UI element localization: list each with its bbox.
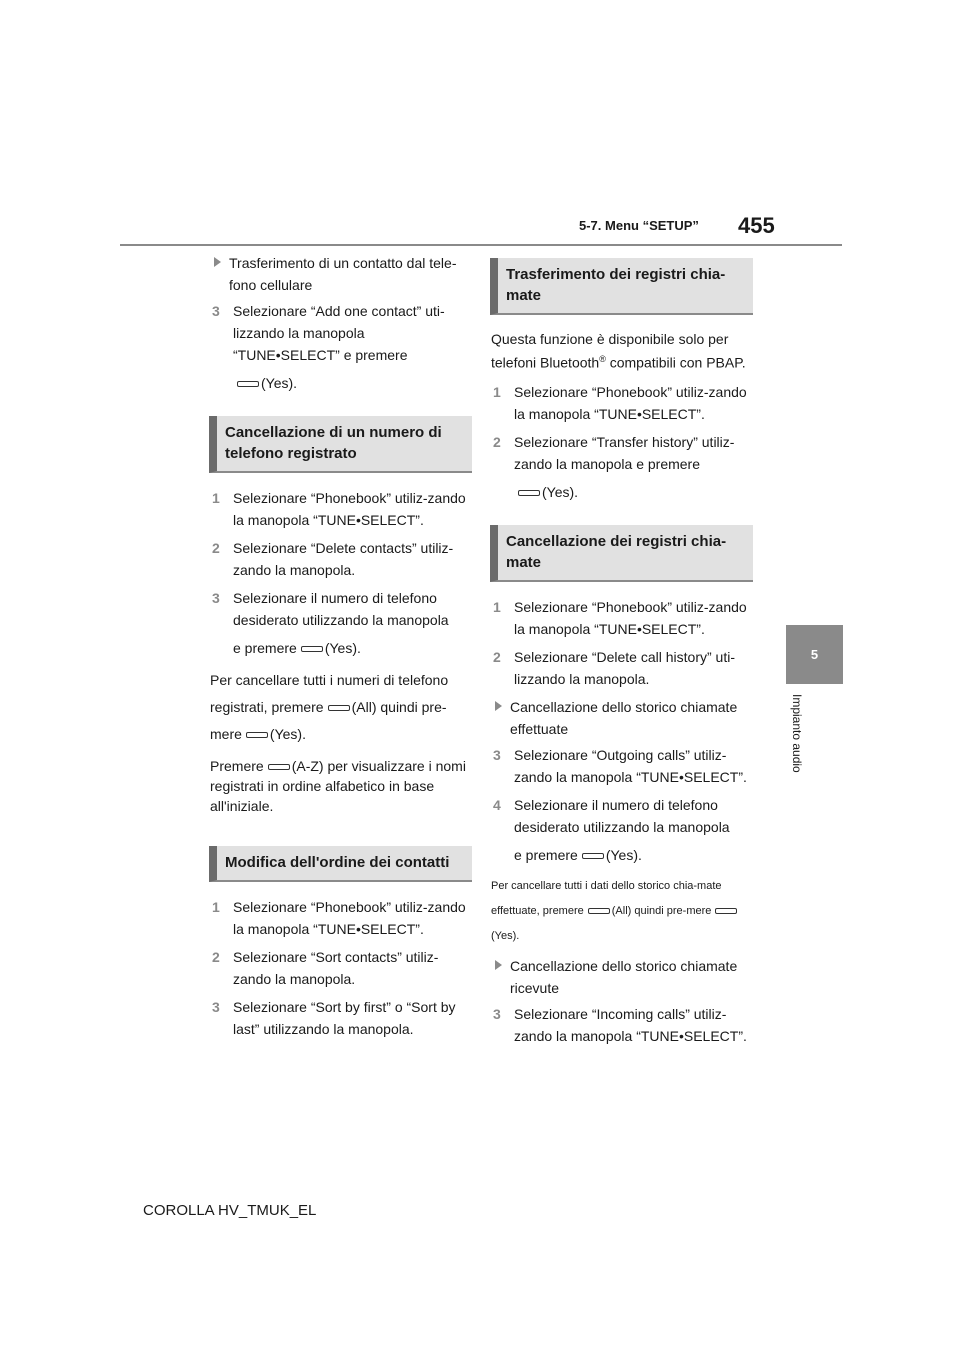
paragraph: Questa funzione è disponibile solo per telefoni Bluetooth® compatibili con PBAP. — [491, 331, 746, 371]
triangle-bullet-icon — [495, 960, 502, 970]
button-icon — [588, 908, 610, 914]
bullet-item: Trasferimento di un contatto dal tele-fono cellulare — [210, 252, 472, 296]
button-icon — [268, 764, 290, 770]
step-item: 2 Selezionare “Delete contacts” utiliz-zando la manopola. — [212, 540, 454, 578]
page-number: 455 — [738, 213, 775, 238]
bullet-item: Cancellazione dello storico chiamate ricevute — [491, 955, 753, 999]
left-column — [210, 252, 472, 1046]
button-icon — [328, 705, 350, 711]
step-item: 2 Selezionare “Delete call history” uti-lizzando la manopola. — [493, 648, 735, 687]
section-heading: Trasferimento dei registri chia-mate — [490, 258, 753, 315]
step-item: 3 Selezionare “Incoming calls” utiliz-zando la manopola “TUNE•SELECT”. — [493, 1005, 747, 1044]
chapter-tab: 5 — [786, 625, 843, 684]
button-reference: e premere (Yes). — [233, 640, 361, 656]
footer-model-code: COROLLA HV_TMUK_EL — [143, 1202, 317, 1219]
button-icon — [237, 381, 259, 387]
step-item: 4 Selezionare il numero di telefono desiderato utilizzando la manopola — [493, 796, 730, 835]
small-note: Per cancellare tutti i dati dello storico chia-mate effettuate, premere (All) quindi pre-mere(Yes). — [491, 874, 753, 949]
step-item: 2 Selezionare “Sort contacts” utiliz-zando la manopola. — [212, 949, 439, 987]
section-heading: Modifica dell'ordine dei contatti — [209, 846, 472, 882]
button-icon — [582, 853, 604, 859]
right-column — [491, 252, 753, 1053]
step-item: 1 Selezionare “Phonebook” utiliz-zando la manopola “TUNE•SELECT”. — [493, 383, 747, 422]
header-section-title: 5-7. Menu “SETUP” — [579, 218, 699, 233]
step-item: 3 Selezionare “Add one contact” uti-lizzando la manopola “TUNE•SELECT” e premere — [212, 303, 445, 363]
header-divider — [120, 244, 842, 246]
button-icon — [301, 646, 323, 652]
step-item: 3 Selezionare “Sort by first” o “Sort by last” utilizzando la manopola. — [212, 999, 456, 1037]
button-icon — [715, 908, 737, 914]
step-item: 1 Selezionare “Phonebook” utiliz-zando la manopola “TUNE•SELECT”. — [493, 598, 747, 637]
paragraph: Per cancellare tutti i numeri di telefono registrati, premere (All) quindi pre-mere (Yes). — [210, 672, 449, 742]
step-item: 3 Selezionare il numero di telefono desiderato utilizzando la manopola — [212, 590, 449, 628]
bullet-item: Cancellazione dello storico chiamate effettuate — [491, 696, 753, 740]
step-item: 2 Selezionare “Transfer history” utiliz-zando la manopola e premere — [493, 433, 735, 472]
step-item: 1 Selezionare “Phonebook” utiliz-zando la manopola “TUNE•SELECT”. — [212, 899, 466, 937]
step-item: 1 Selezionare “Phonebook” utiliz-zando la manopola “TUNE•SELECT”. — [212, 490, 466, 528]
triangle-bullet-icon — [495, 701, 502, 711]
paragraph: Premere (A-Z) per visualizzare i nomi registrati in ordine alfabetico in base all'iniziale. — [210, 758, 466, 814]
chapter-label: Impianto audio — [790, 694, 804, 773]
button-reference: e premere (Yes). — [514, 846, 642, 863]
button-icon — [246, 732, 268, 738]
section-heading: Cancellazione di un numero di telefono registrato — [209, 416, 472, 473]
button-icon — [518, 490, 540, 496]
button-reference: (Yes). — [491, 481, 753, 503]
button-reference: (Yes). — [210, 372, 472, 394]
step-item: 3 Selezionare “Outgoing calls” utiliz-zando la manopola “TUNE•SELECT”. — [493, 746, 747, 785]
triangle-bullet-icon — [214, 257, 221, 267]
section-heading: Cancellazione dei registri chia-mate — [490, 525, 753, 582]
